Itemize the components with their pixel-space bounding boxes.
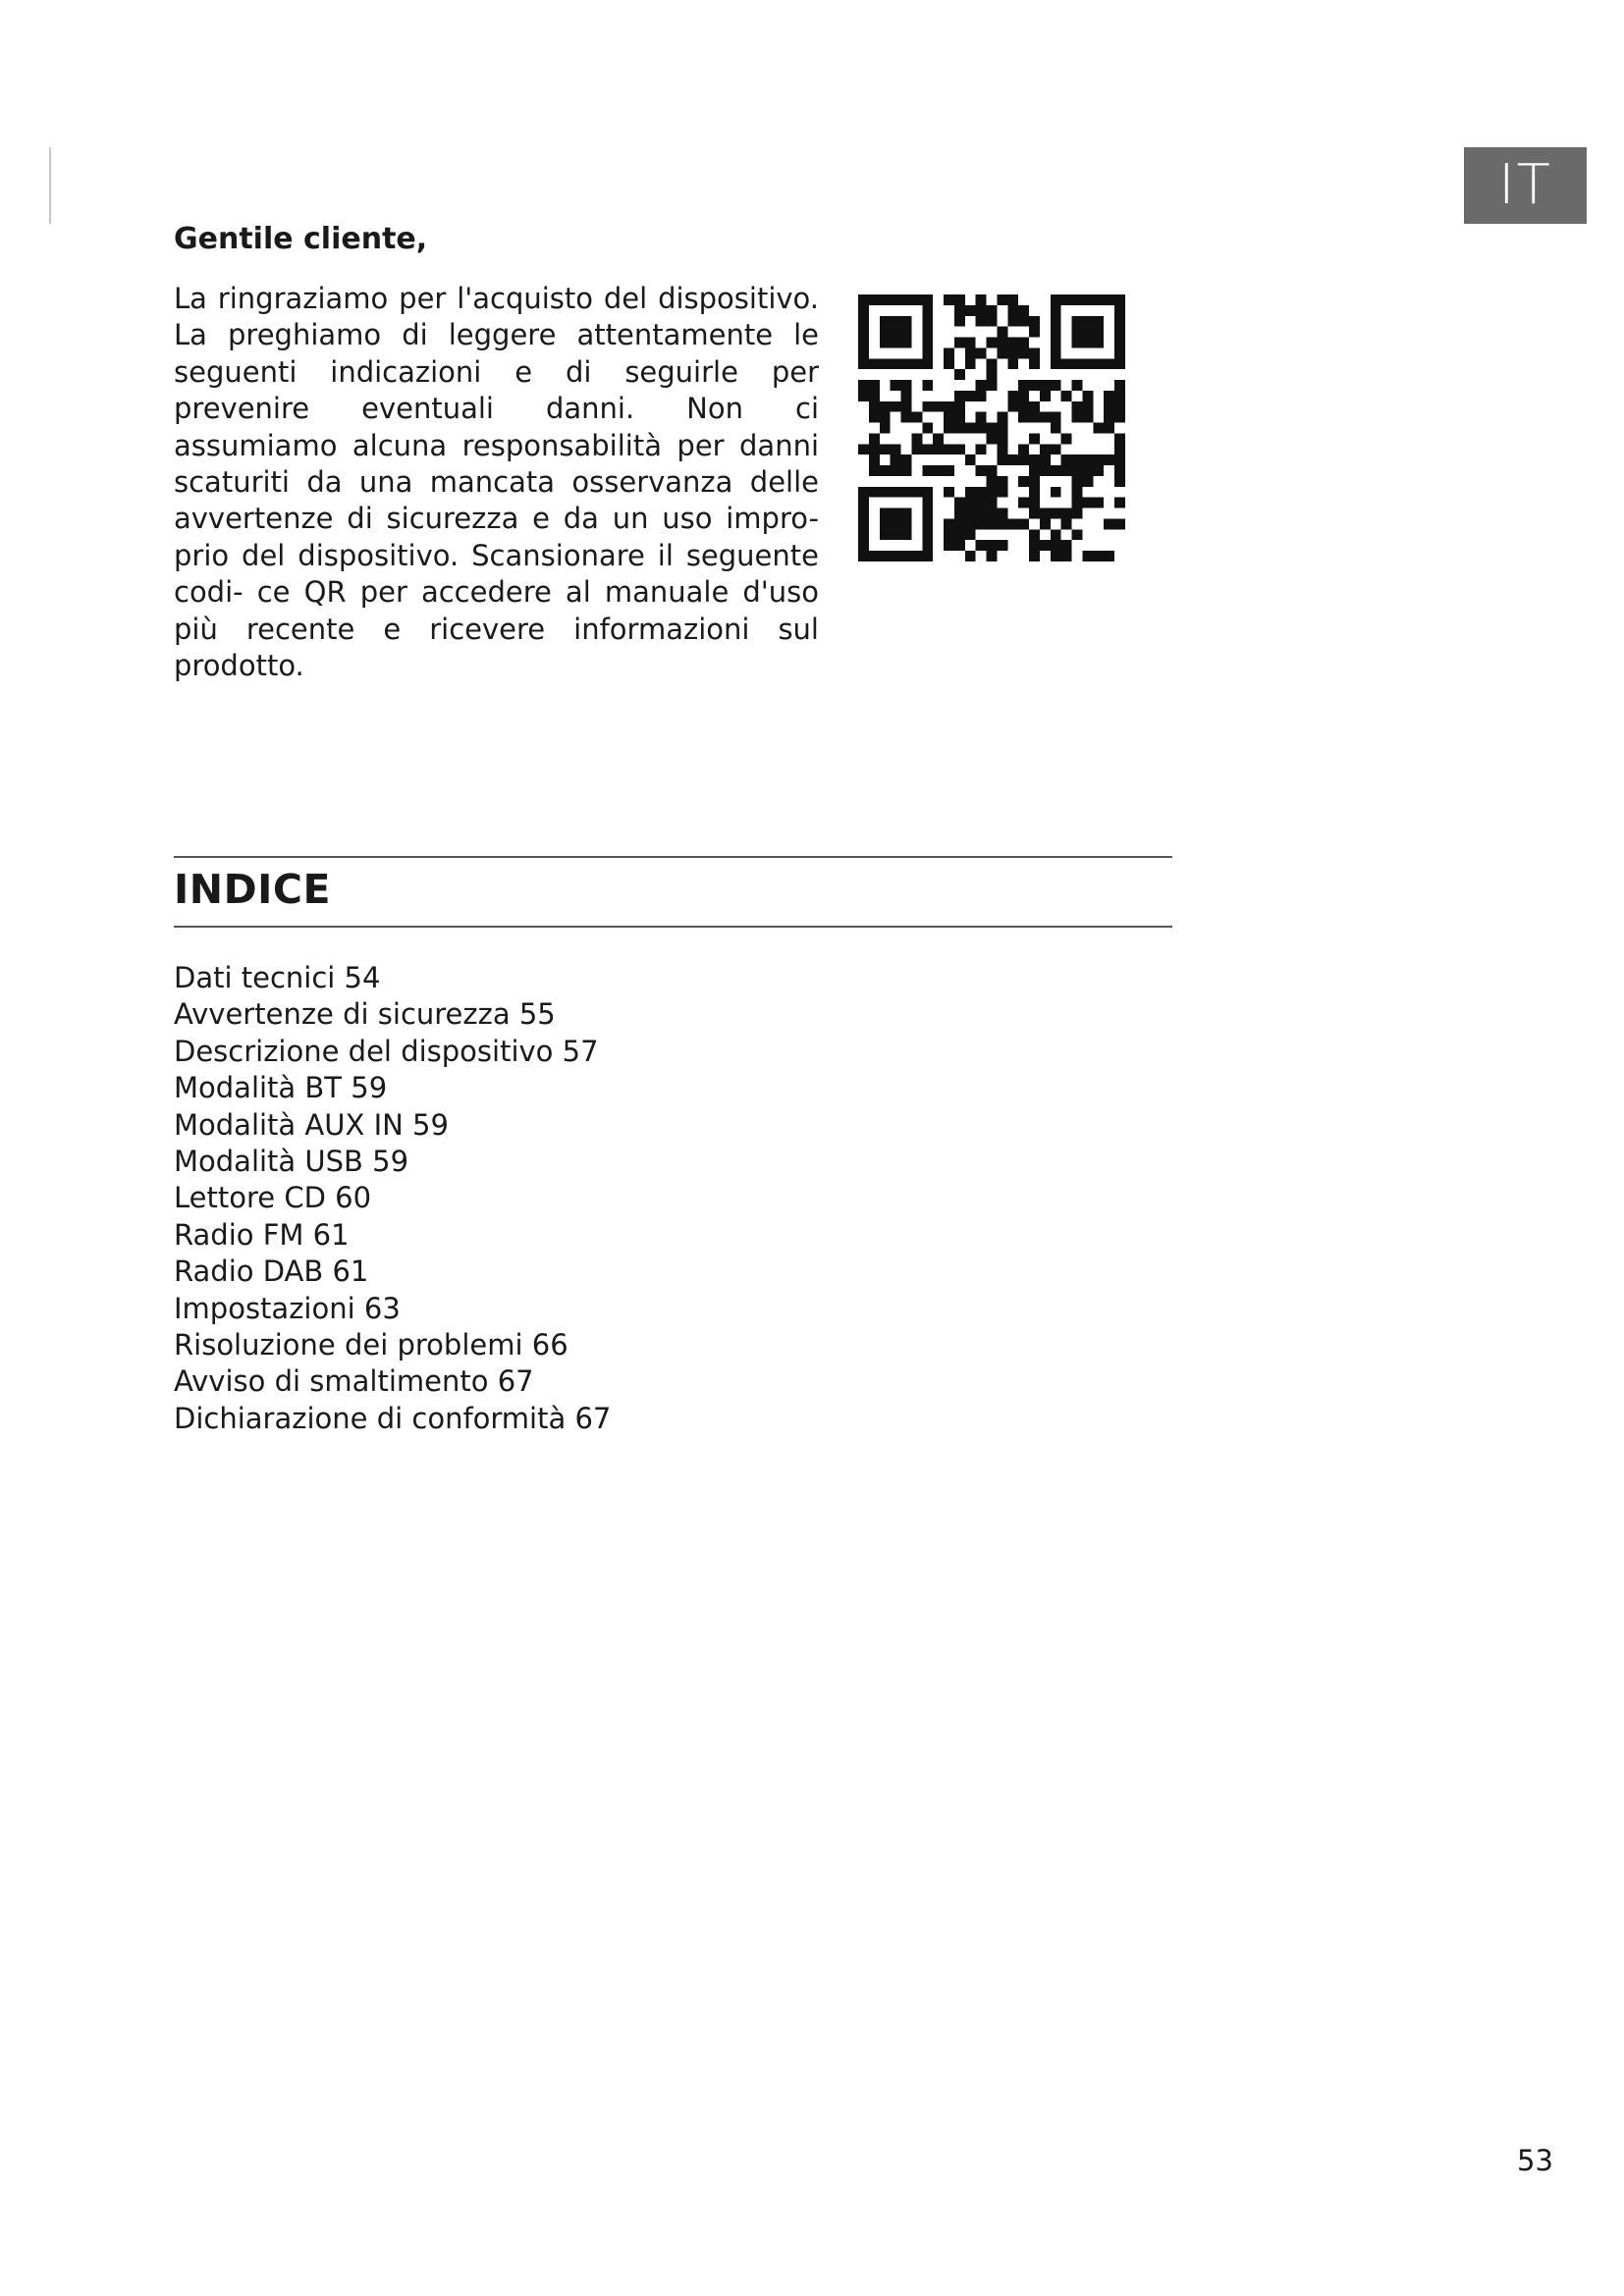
toc-entry[interactable]: Risoluzione dei problemi 66 — [174, 1328, 568, 1362]
toc-entry[interactable]: Dati tecnici 54 — [174, 961, 381, 994]
toc-entry[interactable]: Impostazioni 63 — [174, 1291, 401, 1325]
greeting: Gentile cliente, — [174, 222, 428, 256]
toc-entry[interactable]: Modalità BT 59 — [174, 1071, 388, 1105]
toc-entry[interactable]: Descrizione del dispositivo 57 — [174, 1034, 599, 1068]
toc-rule-top — [174, 856, 1172, 858]
toc-title: INDICE — [174, 866, 331, 913]
toc-entry[interactable]: Modalità AUX IN 59 — [174, 1107, 449, 1142]
intro-line: preghiamo di leggere attentamente le seguenti — [174, 318, 819, 389]
intro-line: indicazioni e di seguirle per prevenire eventuali — [174, 354, 819, 426]
toc-entry[interactable]: Avviso di smaltimento 67 — [174, 1364, 534, 1399]
toc-entry[interactable]: Radio FM 61 — [174, 1217, 350, 1252]
intro-paragraph — [174, 281, 819, 684]
margin-rule — [49, 147, 51, 224]
intro-line: prio del dispositivo. Scansionare il seguente codi- — [174, 538, 819, 610]
toc-entry[interactable]: Modalità USB 59 — [174, 1145, 409, 1179]
toc-list — [174, 960, 611, 1437]
intro-line: per danni scaturiti da una mancata osservanza — [174, 428, 820, 500]
toc-entry[interactable]: Lettore CD 60 — [174, 1181, 372, 1215]
intro-line: La ringraziamo per l'acquisto del dispositivo. La — [174, 282, 819, 352]
intro-line: ce QR per accedere al manuale d'uso più recente — [174, 575, 820, 646]
intro-line: danni. Non ci assumiamo alcuna responsabilità — [174, 392, 819, 462]
toc-entry[interactable]: Dichiarazione di conformità 67 — [174, 1401, 612, 1435]
intro-line: delle avvertenze di sicurezza e da un uso impro- — [174, 465, 819, 536]
toc-entry[interactable]: Radio DAB 61 — [174, 1255, 369, 1289]
page-number: 53 — [1517, 2144, 1553, 2177]
language-tab: IT — [1464, 147, 1587, 224]
toc-rule-bottom — [174, 926, 1172, 928]
qr-code-icon — [858, 294, 1125, 561]
intro-line: e ricevere informazioni sul prodotto. — [174, 612, 819, 683]
toc-entry[interactable]: Avvertenze di sicurezza 55 — [174, 997, 556, 1032]
